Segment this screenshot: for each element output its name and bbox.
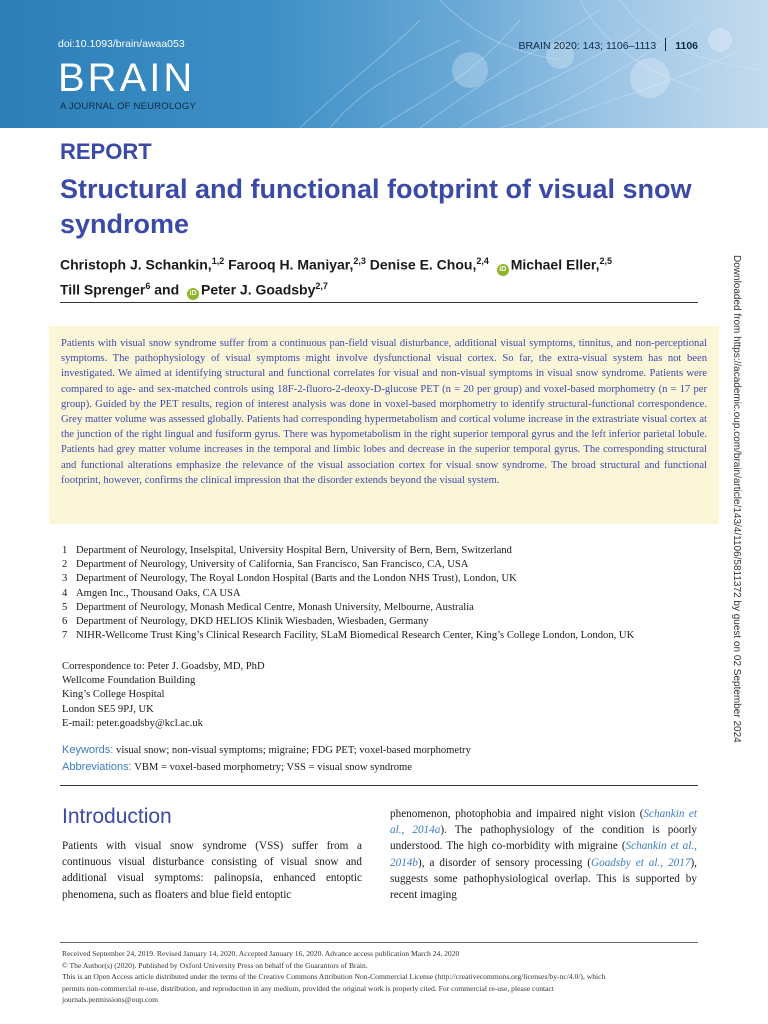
author-affiliation: 6 xyxy=(145,280,151,291)
affiliation-item: 7 NIHR-Wellcome Trust King’s Clinical Research Facility, SLaM Biomedical Research Center, King’s College London, London, UK xyxy=(62,630,635,642)
footer-line[interactable]: journals.permissions@oup.com xyxy=(62,995,159,1005)
divider xyxy=(60,942,698,943)
author-affiliation: 2,4 xyxy=(476,256,489,266)
citation-text: BRAIN 2020: 143; 1106–1113 xyxy=(518,40,657,52)
author-affiliation: 1,2 xyxy=(211,256,225,266)
footer-notes xyxy=(62,948,702,1006)
abstract-text: Patients with visual snow syndrome suffer from a continuous pan-field visual disturbance, additional visual symptoms, tinnitus, and non-perceptional symptoms. The pathophysiology of visual symptoms might involve dysfunctional visual cortex. So far, the extra-visual system has not been investigated. We aimed at identifying structural and functional correlates for visual and non-visual symptoms in visual snow syndrome. Patients were compared to age- and sex-matched controls using 18F-2-fluoro-2-deoxy-D-glucose PET (n = 20 per group) and voxel-based morphometry (n = 17 per group). Guided by the PET results, region of interest analysis was done in voxel-based morphometry to identify structural-functional correspondence. Grey matter volume was assessed globally. Patients had corresponding hypermetabolism and cortical volume increase in the extrastriate visual cortex at the junction of the right lingual and fusiform gyrus. There was hypometabolism in the right superior temporal gyrus and the left inferior parietal lobule. Patients had grey matter volume increases in the temporal and limbic lobes and decrease in the superior temporal gyrus. The corresponding structural and functional alterations emphasize the relevance of the visual association cortex for visual snow syndrome. The broad structural and functional footprint, however, confirms the clinical impression that the disorder extends beyond the visual system. xyxy=(61,338,707,486)
body-text: ). The pathophysiology of the condition is poorly understood. The high co-morbidity with migraine ( xyxy=(390,824,698,853)
footer-line: © The Author(s) (2020). Published by Oxford University Press on behalf of the Guarantors of Brain. xyxy=(62,960,368,970)
correspondence-line: London SE5 9PJ, UK xyxy=(62,703,154,715)
citation-link[interactable]: Goadsby et al., 2017 xyxy=(591,856,691,869)
author-name[interactable]: Till Sprenger xyxy=(60,281,146,298)
body-column-left: Patients with visual snow syndrome (VSS) suffer from a continuous visual disturbance consisting of visual snow and additional visual symptoms: palinopsia, enhanced entoptic phenomena, such as floaters and blue field entoptic xyxy=(62,840,362,901)
body-text: ), a disorder of sensory processing ( xyxy=(417,856,592,869)
affiliations xyxy=(62,544,634,643)
correspondence-line: Wellcome Foundation Building xyxy=(62,675,196,687)
orcid-icon[interactable]: iD xyxy=(497,264,509,276)
orcid-icon[interactable]: iD xyxy=(187,288,199,300)
author-name[interactable]: Michael Eller, xyxy=(510,256,600,273)
citation xyxy=(518,38,698,52)
footer-line[interactable]: This is an Open Access article distributed under the terms of the Creative Commons Attribution Non-Commercial License (http://creativecommons.org/licenses/by-nc/4.0/), which xyxy=(62,972,606,982)
divider xyxy=(665,38,666,51)
citation-link[interactable]: Schankin et al., 2014a xyxy=(390,808,697,837)
affiliation-item: 3 Department of Neurology, The Royal London Hospital (Barts and the London NHS Trust), London, UK xyxy=(62,573,517,585)
author-affiliation: 2,7 xyxy=(315,280,328,291)
section-heading: Introduction xyxy=(62,805,172,828)
author-list xyxy=(60,251,700,300)
body-text: ), suggests some pathophysiological overlap. This is supported by recent imaging xyxy=(390,856,697,902)
journal-subtitle: A JOURNAL OF NEUROLOGY xyxy=(60,101,197,112)
keywords: visual snow; non-visual symptoms; migraine; FDG PET; voxel-based morphometry xyxy=(116,745,471,756)
article-type: REPORT xyxy=(60,139,152,164)
page-number: 1106 xyxy=(675,40,698,52)
correspondence-line: King’s College Hospital xyxy=(62,689,165,701)
abstract-box xyxy=(49,326,719,524)
author-name[interactable]: Denise E. Chou, xyxy=(369,256,477,273)
doi[interactable]: doi:10.1093/brain/awaa053 xyxy=(58,38,185,50)
body-column-right xyxy=(390,806,697,903)
download-note[interactable]: Downloaded from https://academic.oup.com/brain/article/143/4/1106/5811372 by guest on 02 September 2024 xyxy=(731,255,742,743)
authors-and: and xyxy=(154,281,180,298)
author-affiliation: 2,3 xyxy=(353,256,366,266)
abbreviations-label: Abbreviations: xyxy=(62,761,132,773)
abbreviations: VBM = voxel-based morphometry; VSS = visual snow syndrome xyxy=(134,762,412,773)
keywords-label: Keywords: xyxy=(62,744,114,756)
author-name[interactable]: Christoph J. Schankin, xyxy=(60,256,212,273)
affiliation-item: 1 Department of Neurology, Inselspital, University Hospital Bern, University of Bern, Bern, Switzerland xyxy=(62,545,512,556)
journal-banner xyxy=(0,0,768,128)
author-name[interactable]: Farooq H. Maniyar, xyxy=(228,256,354,273)
footer-line: Received September 24, 2019. Revised January 14, 2020. Accepted January 16, 2020. Advance access publication March 24, 2020 xyxy=(62,949,460,958)
citation-link[interactable]: Schankin et al., 2014b xyxy=(390,840,697,869)
divider xyxy=(60,785,698,786)
affiliation-item: 4 Amgen Inc., Thousand Oaks, CA USA xyxy=(62,587,241,599)
affiliation-item: 5 Department of Neurology, Monash Medical Centre, Monash University, Melbourne, Australia xyxy=(62,601,474,613)
keywords-block xyxy=(62,742,471,776)
author-affiliation: 2,5 xyxy=(599,256,612,266)
footer-line: permits non-commercial re-use, distribution, and reproduction in any medium, provided the original work is properly cited. For commercial re-use, please contact xyxy=(62,983,554,993)
article-title: Structural and functional footprint of visual snow syndrome xyxy=(60,174,692,239)
correspondence xyxy=(62,660,265,731)
correspondence-email[interactable]: E-mail: peter.goadsby@kcl.ac.uk xyxy=(62,717,203,729)
author-name[interactable]: Peter J. Goadsby xyxy=(201,281,316,298)
journal-logo: BRAIN xyxy=(58,56,196,100)
body-text: phenomenon, photophobia and impaired night vision ( xyxy=(390,808,644,820)
correspondence-line: Correspondence to: Peter J. Goadsby, MD, PhD xyxy=(62,661,265,672)
affiliation-item: 2 Department of Neurology, University of California, San Francisco, San Francisco, CA, USA xyxy=(62,559,469,571)
divider xyxy=(60,302,698,303)
affiliation-item: 6 Department of Neurology, DKD HELIOS Klinik Wiesbaden, Wiesbaden, Germany xyxy=(62,616,429,628)
